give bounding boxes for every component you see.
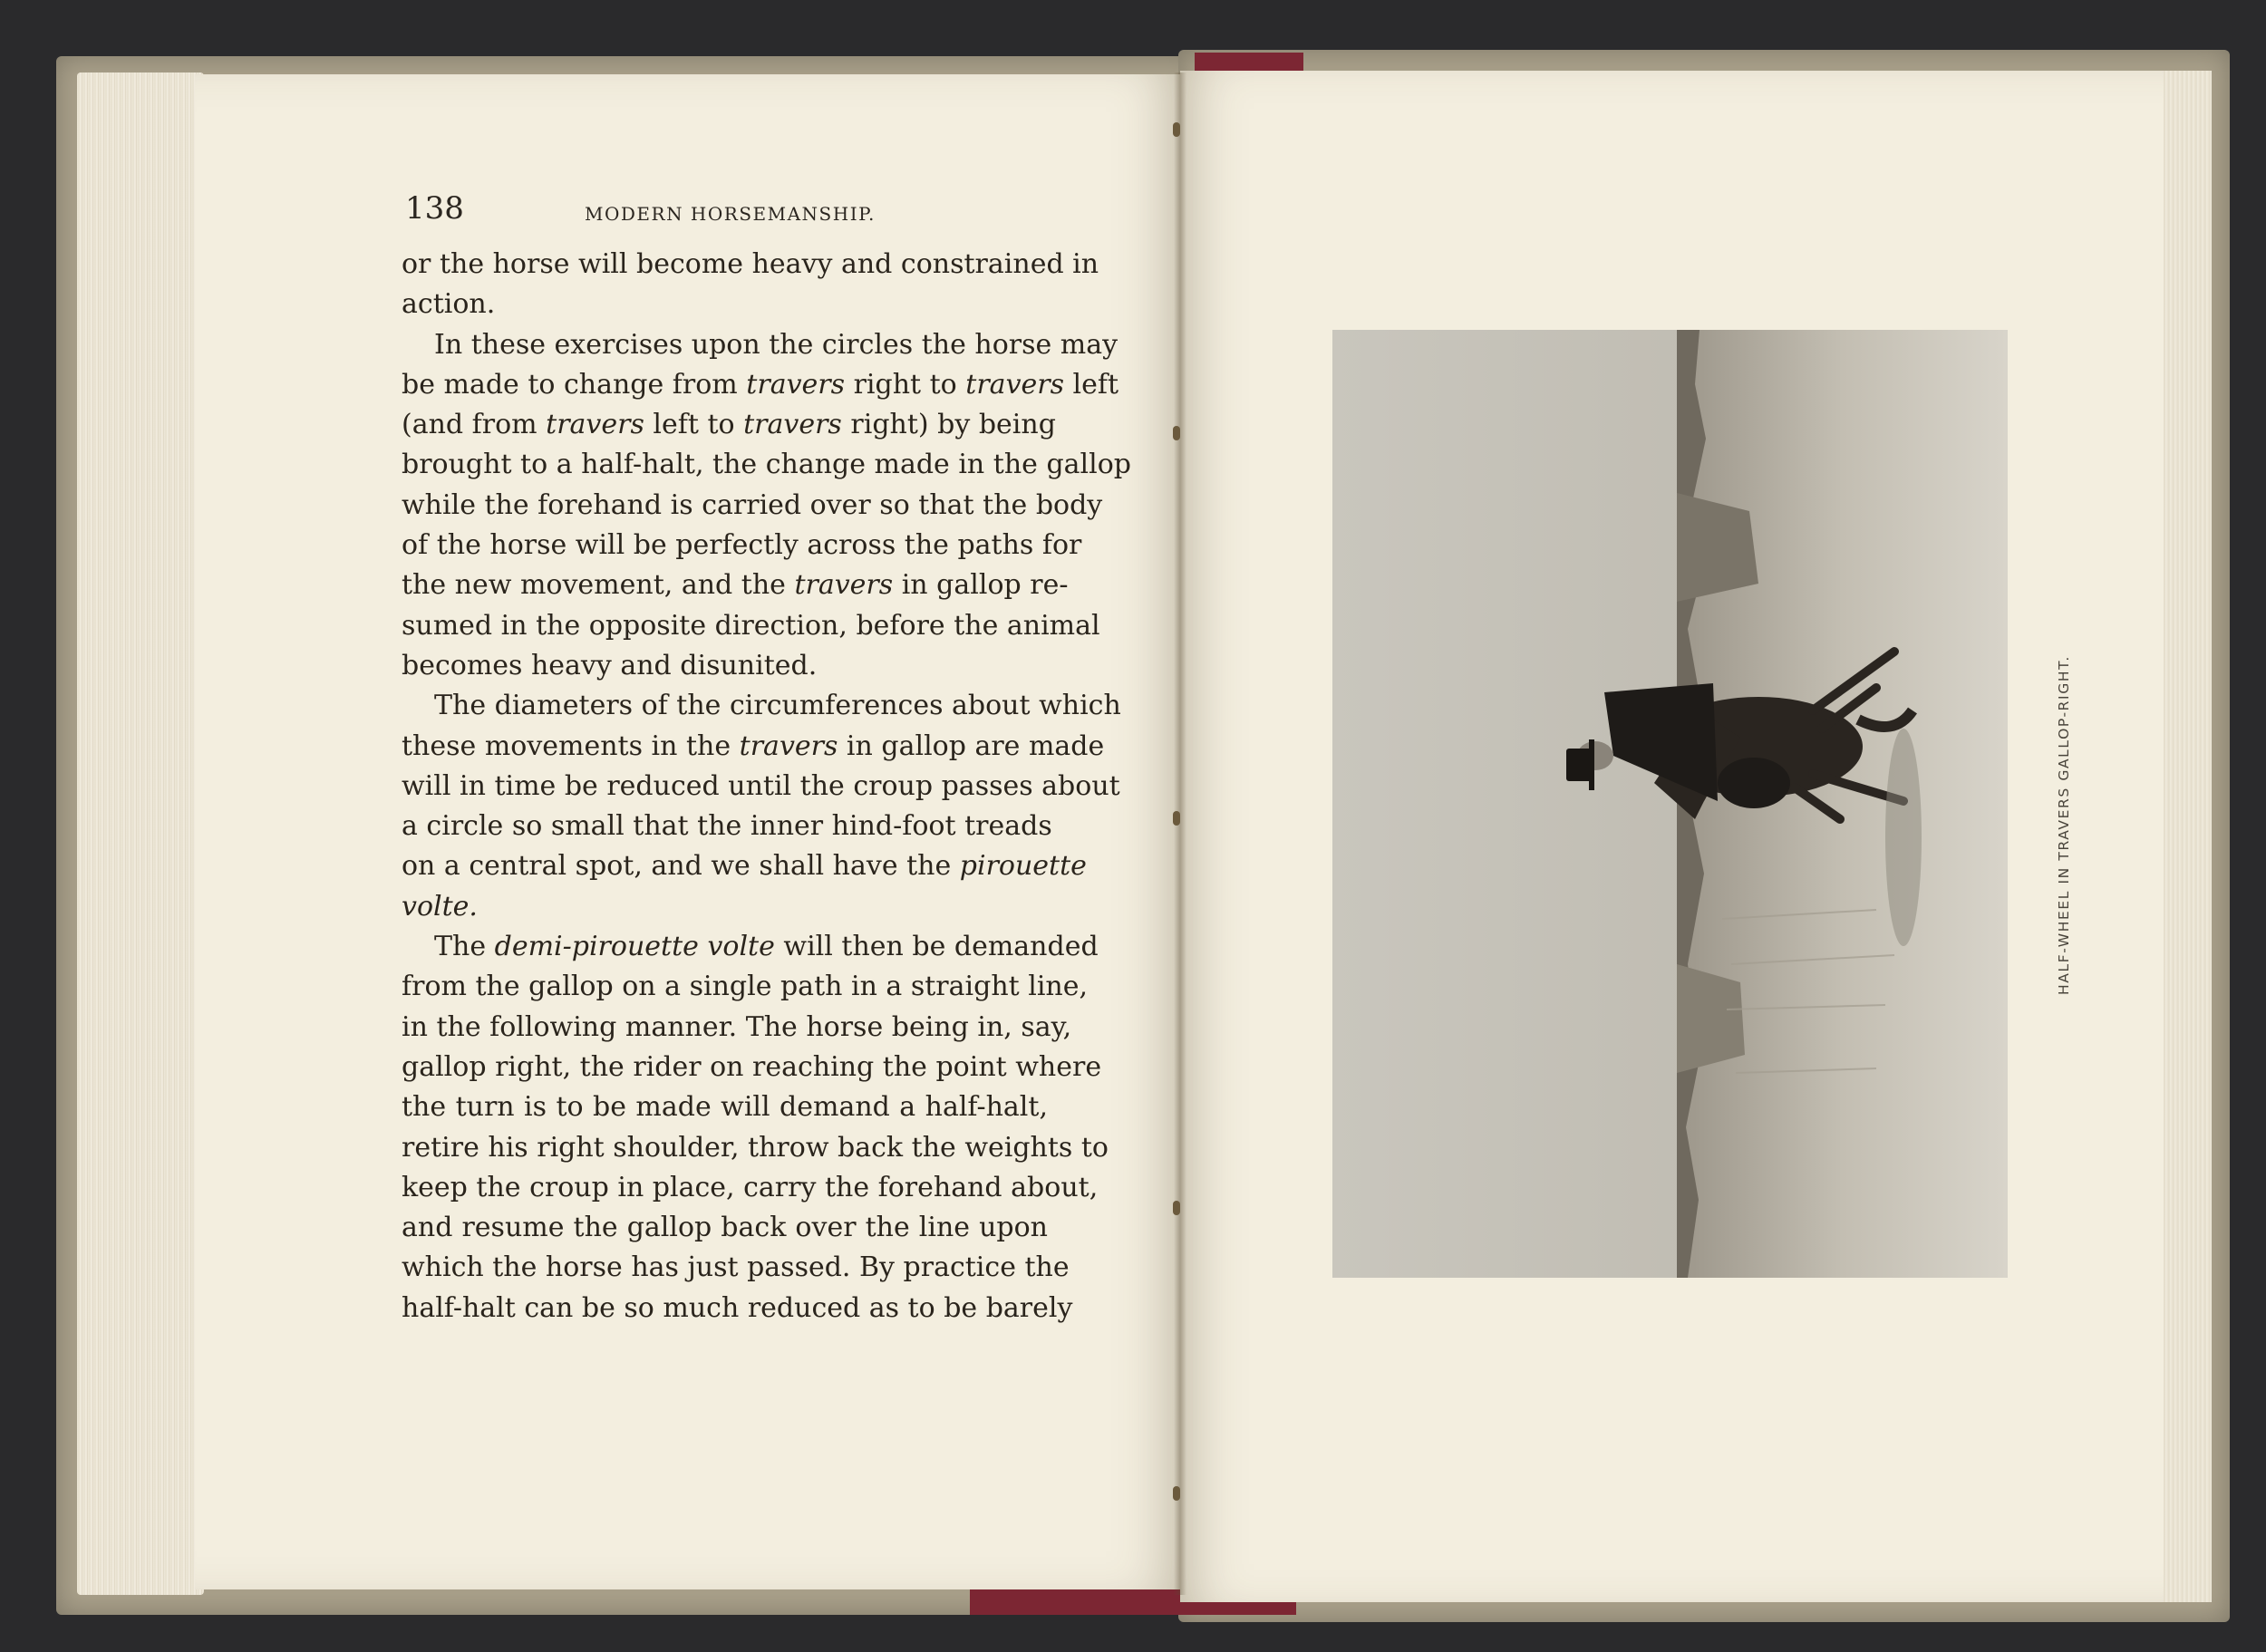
binding-stitch [1173,122,1180,137]
text-line [402,646,1048,686]
text-run: the turn is to be made will demand a half-halt, [402,1091,1048,1124]
text-line [402,1008,1072,1048]
text-line [402,365,1119,405]
running-head [405,190,881,236]
text-run: The [434,931,495,963]
body-text [402,245,1132,1328]
italic-text: travers [746,368,846,401]
text-line [402,325,1118,365]
text-run: in gallop are made [838,729,1105,762]
binding-stitch [1173,1486,1180,1501]
text-run: left [1064,368,1119,401]
text-line [402,846,1087,886]
text-run: left to [644,409,744,441]
text-line [402,486,1103,526]
text-run: In these exercises upon the circles the horse may [434,328,1118,361]
text-line [402,1168,1099,1208]
italic-text: demi-pirouette volte [494,931,775,963]
text-line [402,1087,1048,1127]
running-title: MODERN HORSEMANSHIP. [585,203,876,225]
text-run: be made to change from [402,368,747,401]
text-run: The diameters of the circumferences about which [434,690,1121,722]
text-line [402,445,1132,485]
text-line [402,1048,1102,1087]
text-run: brought to a half-halt, the change made in the gallop [402,449,1132,481]
text-line [402,1289,1073,1328]
text-run: which the horse has just passed. By practice the [402,1251,1070,1284]
italic-text: travers [546,409,644,441]
italic-text: travers [743,409,842,441]
text-line [402,767,1120,807]
text-run: retire his right shoulder, throw back the weights to [402,1131,1109,1164]
text-run: will in time be reduced until the croup passes about [402,769,1120,802]
text-line [402,526,1082,565]
plate-caption-text: HALF-WHEEL IN TRAVERS GALLOP-RIGHT. [2056,655,2072,995]
italic-text: volte. [402,890,478,923]
text-run: the new movement, and the [402,569,795,602]
text-run: of the horse will be perfectly across the paths for [402,529,1082,562]
italic-text: travers [739,729,838,762]
text-line [402,565,1069,605]
text-run: becomes heavy and disunited. [402,649,818,681]
text-run: or the horse will become heavy and constrained in [402,248,1099,280]
italic-text: travers [965,368,1065,401]
text-run: half-halt can be so much reduced as to be barely [402,1291,1073,1324]
text-run: gallop right, the rider on reaching the point where [402,1050,1102,1083]
text-line [402,405,1056,445]
text-run: and resume the gallop back over the line upon [402,1212,1048,1244]
italic-text: pirouette [959,850,1087,883]
rider-on-horse-photo [1332,330,2008,1278]
text-line [402,285,1048,324]
spine-headband [1195,53,1303,71]
page-number: 138 [405,190,464,227]
text-run: these movements in the [402,729,740,762]
binding-stitch [1173,1201,1180,1215]
text-line [402,686,1121,726]
text-line [402,967,1089,1007]
italic-text: travers [794,569,894,602]
text-line [402,1208,1048,1248]
photo-plate [1332,330,2008,1278]
text-line [402,1128,1109,1168]
binding-stitch [1173,426,1180,440]
text-line [402,606,1100,646]
text-run: while the forehand is carried over so that the body [402,488,1103,521]
text-line [402,245,1099,285]
text-run: action. [402,288,496,321]
binding-stitch [1173,811,1180,826]
text-run: sumed in the opposite direction, before the animal [402,609,1100,642]
text-run: from the gallop on a single path in a straight line, [402,971,1089,1003]
text-run: (and from [402,409,547,441]
plate-caption [2056,655,2072,1006]
text-line [402,887,1048,927]
text-run: in the following manner. The horse being in, say, [402,1010,1072,1043]
text-run: a circle so small that the inner hind-foot treads [402,810,1052,843]
left-page-edges [77,72,204,1595]
text-run: right) by being [841,409,1056,441]
text-run: will then be demanded [774,931,1099,963]
text-line [402,807,1052,846]
text-line [402,727,1105,767]
text-run: on a central spot, and we shall have the [402,850,960,883]
text-run: keep the croup in place, carry the forehand about, [402,1171,1099,1203]
text-line [402,927,1099,967]
text-run: in gallop re- [893,569,1069,602]
text-line [402,1248,1070,1288]
text-run: right to [845,368,966,401]
book-gutter [1174,72,1186,1595]
